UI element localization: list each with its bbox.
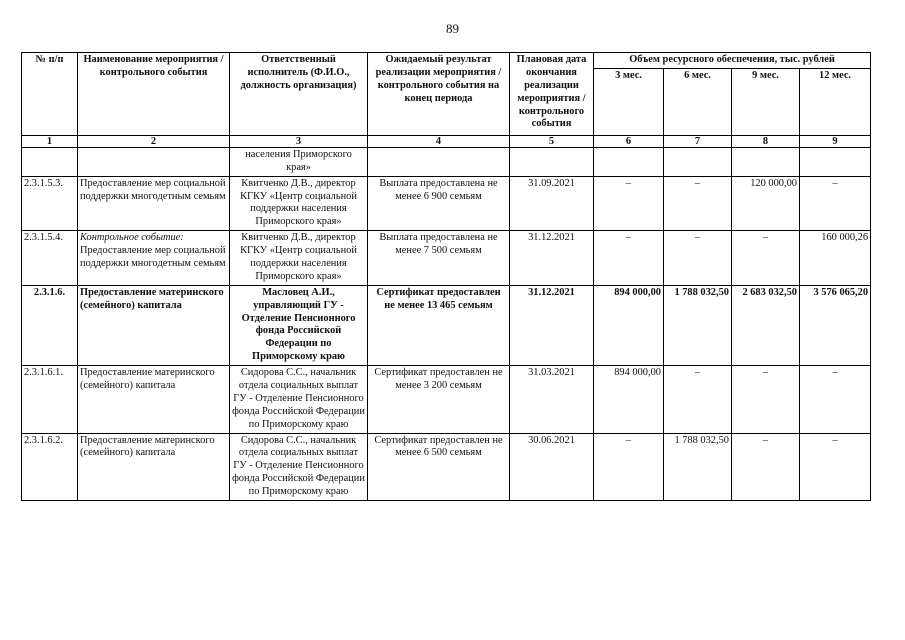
cell-name [78, 231, 230, 286]
cell-name-text: Предоставление мер социальной поддержки многодетным семьям [80, 245, 226, 270]
header-12-months: 12 мес. [800, 68, 871, 135]
column-number: 6 [594, 135, 664, 147]
cell-3-months: 894 000,00 [594, 366, 664, 433]
header-resources: Объем ресурсного обеспечения, тыс. рублей [594, 53, 871, 69]
table-row [22, 285, 871, 365]
header-result: Ожидаемый результат реализации мероприятия / контрольного события на конец периода [368, 53, 510, 136]
column-number: 3 [230, 135, 368, 147]
cell-12-months: – [800, 366, 871, 433]
cell-responsible: Сидорова С.С., начальник отдела социальных выплат ГУ - Отделение Пенсионного фонда Российской Федерации по Приморскому краю [230, 433, 368, 500]
cell-result: Сертификат предоставлен не менее 6 500 семьям [368, 433, 510, 500]
cell-name: Предоставление мер социальной поддержки многодетным семьям [78, 176, 230, 231]
cell-responsible: Масловец А.И., управляющий ГУ - Отделение Пенсионного фонда Российской Федерации по Приморскому краю [230, 285, 368, 365]
header-date: Плановая дата окончания реализации мероприятия / контрольного события [510, 53, 594, 136]
cell-6-months: – [664, 176, 732, 231]
header-row [22, 53, 871, 69]
cell-3-months: – [594, 176, 664, 231]
cell-date: 31.09.2021 [510, 176, 594, 231]
header-3-months: 3 мес. [594, 68, 664, 135]
column-number: 8 [732, 135, 800, 147]
cell-responsible: Квитченко Д.В., директор КГКУ «Центр социальной поддержки населения Приморского края» [230, 176, 368, 231]
cell-num: 2.3.1.6.2. [22, 433, 78, 500]
cell-result: Сертификат предоставлен не менее 3 200 семьям [368, 366, 510, 433]
cell-3-months: – [594, 231, 664, 286]
cell-date: 30.06.2021 [510, 433, 594, 500]
column-number: 2 [78, 135, 230, 147]
cell-3-months: – [594, 433, 664, 500]
cell-result: Сертификат предоставлен не менее 13 465 семьям [368, 285, 510, 365]
cell-name: Предоставление материнского (семейного) капитала [78, 285, 230, 365]
cell-9-months: – [732, 366, 800, 433]
cell-6-months: – [664, 366, 732, 433]
cell-6-months: 1 788 032,50 [664, 285, 732, 365]
cell-empty [510, 147, 594, 176]
table-row [22, 231, 871, 286]
header-responsible: Ответственный исполнитель (Ф.И.О., должность организация) [230, 53, 368, 136]
cell-responsible: Квитченко Д.В., директор КГКУ «Центр социальной поддержки населения Приморского края» [230, 231, 368, 286]
table-row [22, 176, 871, 231]
cell-12-months: – [800, 176, 871, 231]
cell-6-months: – [664, 231, 732, 286]
cell-9-months: – [732, 231, 800, 286]
cell-num: 2.3.1.6. [22, 285, 78, 365]
cell-12-months: 160 000,26 [800, 231, 871, 286]
cell-result: Выплата предоставлена не менее 6 900 семьям [368, 176, 510, 231]
header-6-months: 6 мес. [664, 68, 732, 135]
cell-result: Выплата предоставлена не менее 7 500 семьям [368, 231, 510, 286]
cell-name: Предоставление материнского (семейного) капитала [78, 433, 230, 500]
table-row [22, 366, 871, 433]
cell-num: 2.3.1.6.1. [22, 366, 78, 433]
cell-empty [594, 147, 664, 176]
cell-3-months: 894 000,00 [594, 285, 664, 365]
header-9-months: 9 мес. [732, 68, 800, 135]
cell-9-months: 120 000,00 [732, 176, 800, 231]
column-number: 5 [510, 135, 594, 147]
cell-empty [78, 147, 230, 176]
control-event-label: Контрольное событие: [80, 232, 184, 244]
table-row [22, 433, 871, 500]
cell-empty [732, 147, 800, 176]
cell-empty [368, 147, 510, 176]
column-number: 7 [664, 135, 732, 147]
cell-empty [664, 147, 732, 176]
header-name: Наименование мероприятия / контрольного события [78, 53, 230, 136]
cell-12-months: – [800, 433, 871, 500]
plan-table [21, 52, 871, 501]
cell-date: 31.03.2021 [510, 366, 594, 433]
header-num: № п/п [22, 53, 78, 136]
column-number: 4 [368, 135, 510, 147]
cell-num: 2.3.1.5.4. [22, 231, 78, 286]
cell-num: 2.3.1.5.3. [22, 176, 78, 231]
cell-6-months: 1 788 032,50 [664, 433, 732, 500]
cell-9-months: 2 683 032,50 [732, 285, 800, 365]
cell-responsible: населения Приморского края» [230, 147, 368, 176]
cell-9-months: – [732, 433, 800, 500]
cell-date: 31.12.2021 [510, 231, 594, 286]
cell-empty [800, 147, 871, 176]
cell-name: Предоставление материнского (семейного) капитала [78, 366, 230, 433]
page-number: 89 [446, 21, 459, 36]
cell-12-months: 3 576 065,20 [800, 285, 871, 365]
cell-date: 31.12.2021 [510, 285, 594, 365]
cell-empty [22, 147, 78, 176]
cell-responsible: Сидорова С.С., начальник отдела социальных выплат ГУ - Отделение Пенсионного фонда Российской Федерации по Приморскому краю [230, 366, 368, 433]
column-number: 1 [22, 135, 78, 147]
column-number-row [22, 135, 871, 147]
column-number: 9 [800, 135, 871, 147]
table-row [22, 147, 871, 176]
